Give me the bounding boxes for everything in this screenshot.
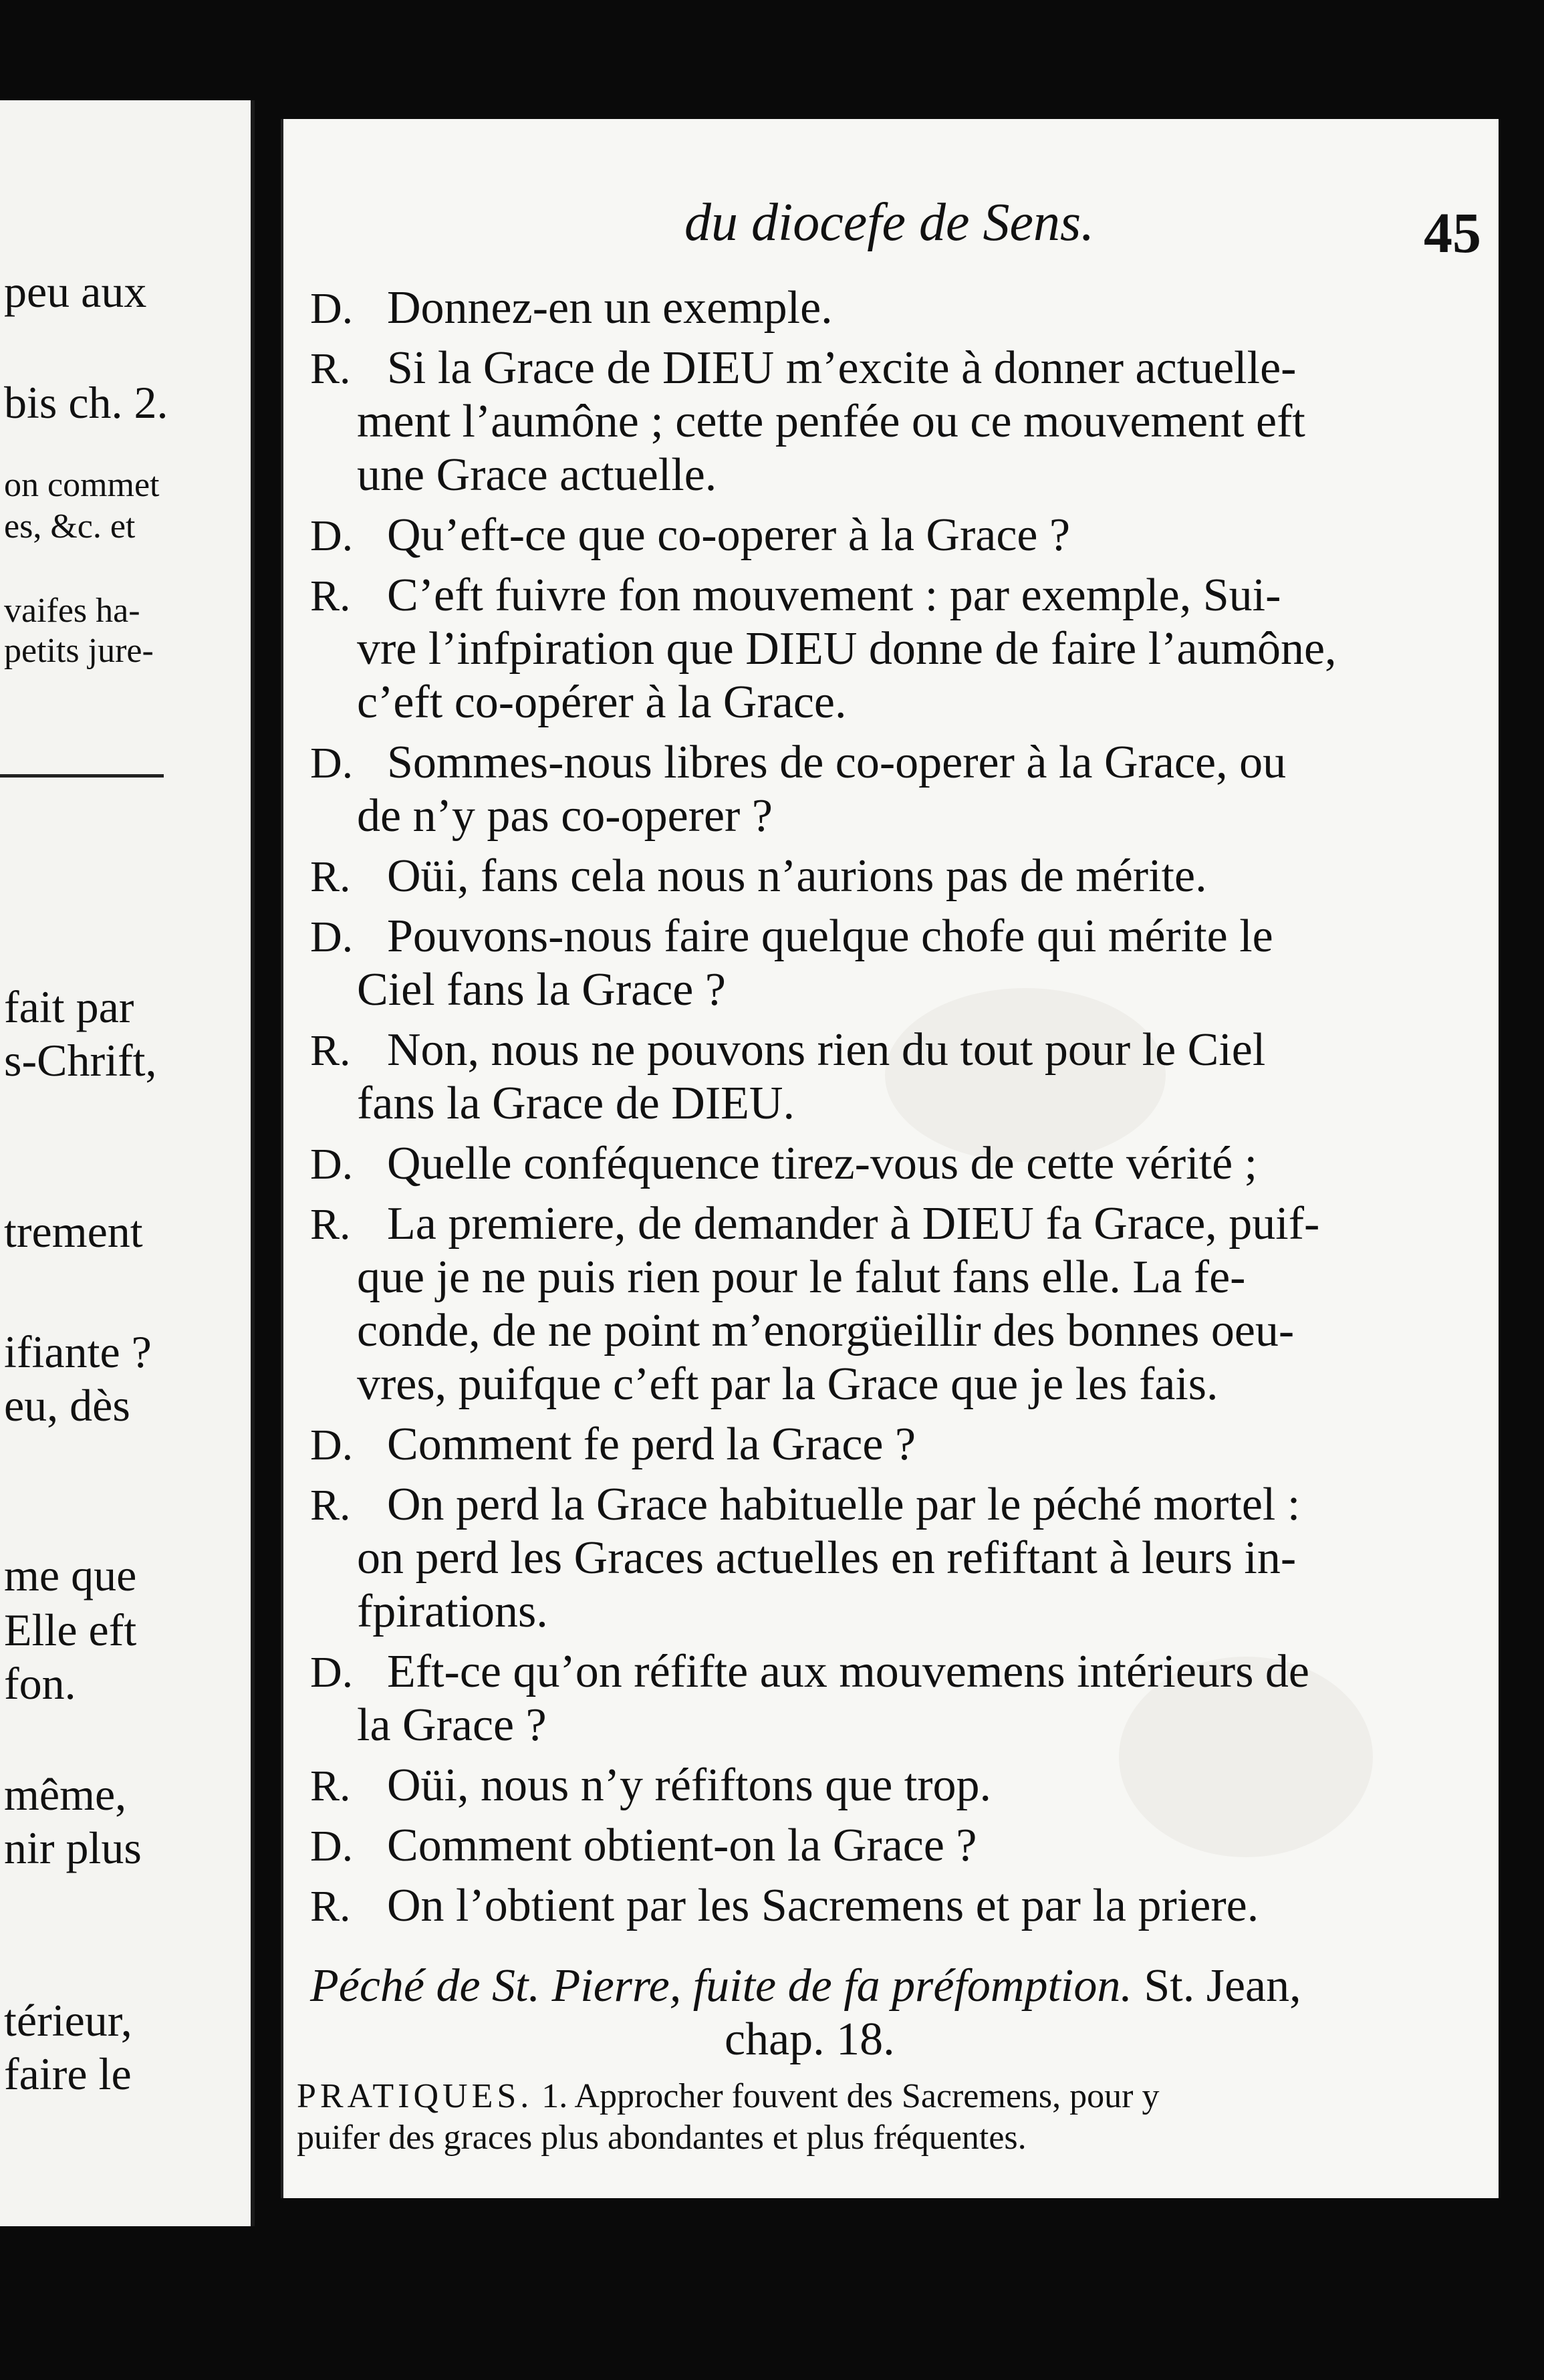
left-line: s-Chrift, [4, 1035, 157, 1086]
entry-label: R. [310, 1481, 351, 1530]
entry-label: R. [310, 852, 351, 901]
entry-text: C’eft fuivre fon mouvement : par exemple, Sui- [387, 570, 1281, 621]
entry-text: Quelle conféquence tirez-vous de cette vérité ; [387, 1138, 1258, 1189]
entry-text: Oüi, fans cela nous n’aurions pas de mérite. [387, 850, 1207, 902]
story-title: Péché de St. Pierre, fuite de fa préfomption. [310, 1960, 1132, 2012]
entry-text: Comment obtient-on la Grace ? [387, 1820, 977, 1871]
running-title: du diocefe de Sens. [684, 193, 1095, 252]
entry-label: D. [310, 739, 354, 788]
entry-label: D. [310, 284, 354, 333]
practice-line [297, 2079, 1159, 2114]
entry-text: on perd les Graces actuelles en refiftant à leurs in- [357, 1532, 1297, 1584]
left-line: fait par [4, 981, 134, 1032]
entry-label: R. [310, 572, 351, 620]
story-reference [310, 1960, 1301, 2012]
practice-heading: PRATIQUES. [297, 2077, 533, 2115]
entry-text: c’eft co-opérer à la Grace. [357, 677, 847, 728]
practice-text: 1. Approcher fouvent des Sacremens, pour y [541, 2077, 1160, 2115]
left-line: peu aux [4, 266, 147, 317]
entry-text: une Grace actuelle. [357, 449, 717, 501]
entry-text: Ciel fans la Grace ? [357, 964, 726, 1016]
entry-text: Comment fe perd la Grace ? [387, 1419, 916, 1470]
book-page [281, 119, 1499, 2198]
left-line: petits jure- [4, 632, 154, 670]
entry-label: D. [310, 511, 354, 560]
left-line: eu, dès [4, 1380, 130, 1431]
entry-text: vres, puifque c’eft par la Grace que je les fais. [357, 1358, 1218, 1410]
entry-text: On l’obtient par les Sacremens et par la priere. [387, 1880, 1259, 1931]
left-page-fragment [0, 100, 255, 2226]
left-line: trement [4, 1206, 143, 1257]
entry-label: R. [310, 1882, 351, 1931]
left-line: nir plus [4, 1822, 142, 1873]
entry-text: Oüi, nous n’y réfiftons que trop. [387, 1760, 992, 1811]
entry-text: la Grace ? [357, 1699, 547, 1751]
entry-label: R. [310, 1026, 351, 1075]
scripture-reference: St. Jean, [1144, 1960, 1301, 2012]
entry-text: ment l’aumône ; cette penfée ou ce mouvement eft [357, 396, 1305, 447]
practice-text-continued: puifer des graces plus abondantes et plus fréquentes. [297, 2119, 1027, 2157]
page-header [283, 193, 1499, 266]
entry-text: conde, de ne point m’enorgüeillir des bonnes oeu- [357, 1305, 1295, 1356]
entry-text: Si la Grace de DIEU m’excite à donner actuelle- [387, 342, 1297, 394]
entry-text: Sommes-nous libres de co-operer à la Grace, ou [387, 737, 1287, 788]
left-line: fon. [4, 1658, 76, 1709]
left-line: on commet [4, 466, 160, 504]
left-line: même, [4, 1769, 127, 1820]
left-line: ifiante ? [4, 1326, 152, 1377]
entry-text: La premiere, de demander à DIEU fa Grace, puif- [387, 1198, 1320, 1250]
left-line: térieur, [4, 1995, 132, 2046]
entry-label: D. [310, 913, 354, 961]
entry-text: que je ne puis rien pour le falut fans elle. La fe- [357, 1252, 1246, 1303]
entry-label: R. [310, 344, 351, 393]
entry-text: Qu’eft-ce que co-operer à la Grace ? [387, 509, 1071, 561]
section-divider [0, 774, 164, 778]
entry-text: Eft-ce qu’on réfifte aux mouvemens intérieurs de [387, 1646, 1310, 1697]
entry-label: R. [310, 1762, 351, 1810]
left-line: me que [4, 1550, 137, 1600]
entry-text: Non, nous ne pouvons rien du tout pour le Ciel [387, 1024, 1266, 1076]
entry-label: D. [310, 1140, 354, 1189]
left-line: Elle eft [4, 1604, 137, 1655]
left-line: vaifes ha- [4, 592, 140, 630]
entry-text: fans la Grace de DIEU. [357, 1078, 795, 1129]
entry-text: vre l’infpiration que DIEU donne de faire l’aumône, [357, 623, 1337, 675]
entry-label: D. [310, 1648, 354, 1697]
entry-label: D. [310, 1421, 354, 1469]
page-number: 45 [1424, 201, 1481, 265]
entry-label: R. [310, 1200, 351, 1249]
entry-text: Donnez-en un exemple. [387, 282, 833, 334]
entry-text: On perd la Grace habituelle par le péché mortel : [387, 1479, 1301, 1530]
left-line: faire le [4, 2048, 132, 2099]
entry-label: D. [310, 1822, 354, 1871]
left-line: es, &c. et [4, 507, 136, 546]
entry-text: fpirations. [357, 1586, 548, 1637]
left-line: bis ch. 2. [4, 377, 168, 428]
scripture-chapter: chap. 18. [725, 2014, 895, 2065]
entry-text: Pouvons-nous faire quelque chofe qui mérite le [387, 911, 1273, 962]
entry-text: de n’y pas co-operer ? [357, 790, 773, 842]
